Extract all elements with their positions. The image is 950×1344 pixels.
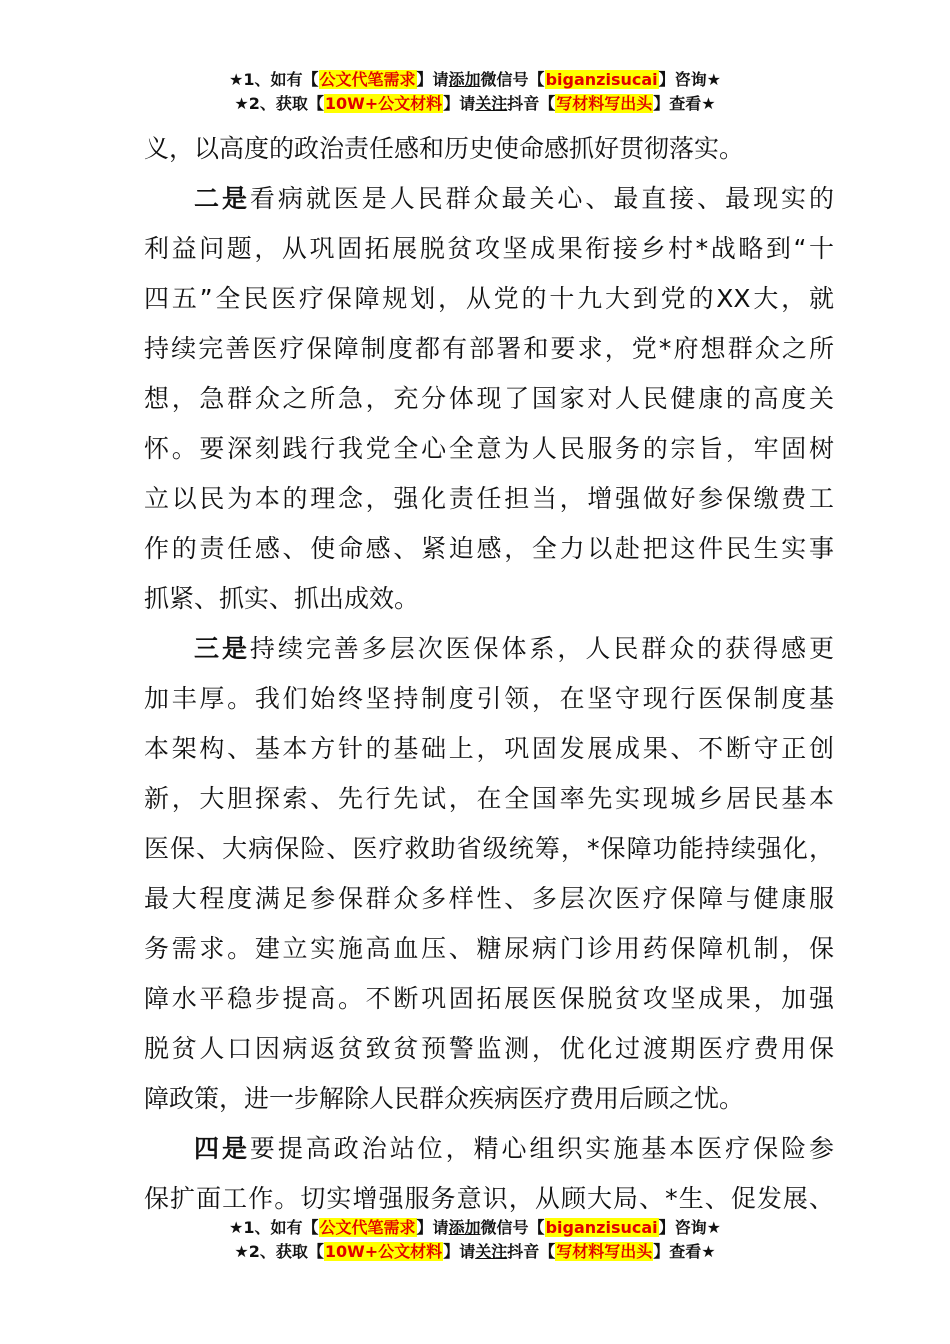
text-line: 利益问题，从巩固拓展脱贫攻坚成果衔接乡村*战略到“十: [144, 234, 834, 263]
banner-highlight: 公文代笔需求: [319, 70, 416, 89]
banner-line-1: [0, 68, 950, 92]
banner-highlight: biganzisucai: [545, 1218, 658, 1237]
text-line: 想，急群众之所急，充分体现了国家对人民健康的高度关: [144, 384, 834, 413]
banner-text: ★1、如有【: [229, 70, 319, 89]
text-line: 义，以高度的政治责任感和历史使命感抓好贯彻落实。: [144, 134, 745, 163]
banner-text: 微信号【: [480, 1218, 545, 1237]
footer-banner: [0, 1216, 950, 1264]
banner-text: 】请: [443, 94, 476, 113]
text-line: 看病就医是人民群众最关心、最直接、最现实的: [249, 184, 834, 213]
banner-highlight: 公文代笔需求: [319, 1218, 416, 1237]
banner-text: ★1、如有【: [229, 1218, 319, 1237]
banner-highlight: biganzisucai: [545, 70, 658, 89]
banner-text: 抖音【: [507, 94, 556, 113]
paragraph-lead: 三是: [194, 634, 250, 663]
banner-text: ★2、获取【: [234, 94, 324, 113]
header-banner: [0, 68, 950, 116]
banner-underlined: 关注: [475, 94, 508, 113]
text-line: 保扩面工作。切实增强服务意识，从顾大局、*生、促发展、: [144, 1184, 834, 1213]
text-line: 务需求。建立实施高血压、糖尿病门诊用药保障机制，保: [144, 934, 834, 963]
banner-underlined: 添加: [448, 1218, 481, 1237]
banner-text: 】咨询★: [658, 70, 721, 89]
banner-text: 抖音【: [507, 1242, 556, 1261]
text-line: 加丰厚。我们始终坚持制度引领，在坚守现行医保制度基: [144, 684, 834, 713]
banner-text: 】查看★: [653, 1242, 716, 1261]
text-line: 立以民为本的理念，强化责任担当，增强做好参保缴费工: [144, 484, 834, 513]
text-line: 医保、大病保险、医疗救助省级统筹，*保障功能持续强化，: [144, 834, 834, 863]
banner-underlined: 关注: [475, 1242, 508, 1261]
text-line: 脱贫人口因病返贫致贫预警监测，优化过渡期医疗费用保: [144, 1034, 834, 1063]
text-line: 障政策，进一步解除人民群众疾病医疗费用后顾之忧。: [144, 1084, 745, 1113]
banner-text: 】请: [416, 1218, 449, 1237]
document-body: [144, 124, 834, 1224]
text-line: 持续完善多层次医保体系，人民群众的获得感更: [249, 634, 834, 663]
paragraph-line: [144, 624, 834, 674]
banner-line-2: [0, 1240, 950, 1264]
paragraph-line: [144, 174, 834, 224]
banner-text: 微信号【: [480, 70, 545, 89]
paragraph-line: [144, 1124, 834, 1174]
text-line: 持续完善医疗保障制度都有部署和要求，党*府想群众之所: [144, 334, 834, 363]
banner-highlight: 10W+公文材料: [324, 1242, 443, 1261]
banner-text: 】查看★: [653, 94, 716, 113]
banner-line-2: [0, 92, 950, 116]
paragraph-lead: 二是: [194, 184, 250, 213]
banner-text: 】请: [443, 1242, 476, 1261]
banner-highlight: 10W+公文材料: [324, 94, 443, 113]
banner-highlight: 写材料写出头: [556, 1242, 653, 1261]
text-line: 最大程度满足参保群众多样性、多层次医疗保障与健康服: [144, 884, 834, 913]
banner-text: 】咨询★: [658, 1218, 721, 1237]
text-line: 四五”全民医疗保障规划，从党的十九大到党的XX大，就: [144, 284, 834, 313]
text-line: 障水平稳步提高。不断巩固拓展医保脱贫攻坚成果，加强: [144, 984, 834, 1013]
paragraph-lead: 四是: [194, 1134, 250, 1163]
banner-highlight: 写材料写出头: [556, 94, 653, 113]
text-line: 怀。要深刻践行我党全心全意为人民服务的宗旨，牢固树: [144, 434, 834, 463]
text-line: 要提高政治站位，精心组织实施基本医疗保险参: [249, 1134, 834, 1163]
text-line: 抓紧、抓实、抓出成效。: [144, 584, 420, 613]
banner-line-1: [0, 1216, 950, 1240]
text-line: 本架构、基本方针的基础上，巩固发展成果、不断守正创: [144, 734, 834, 763]
banner-underlined: 添加: [448, 70, 481, 89]
text-line: 新，大胆探索、先行先试，在全国率先实现城乡居民基本: [144, 784, 834, 813]
banner-text: 】请: [416, 70, 449, 89]
banner-text: ★2、获取【: [234, 1242, 324, 1261]
text-line: 作的责任感、使命感、紧迫感，全力以赴把这件民生实事: [144, 534, 834, 563]
